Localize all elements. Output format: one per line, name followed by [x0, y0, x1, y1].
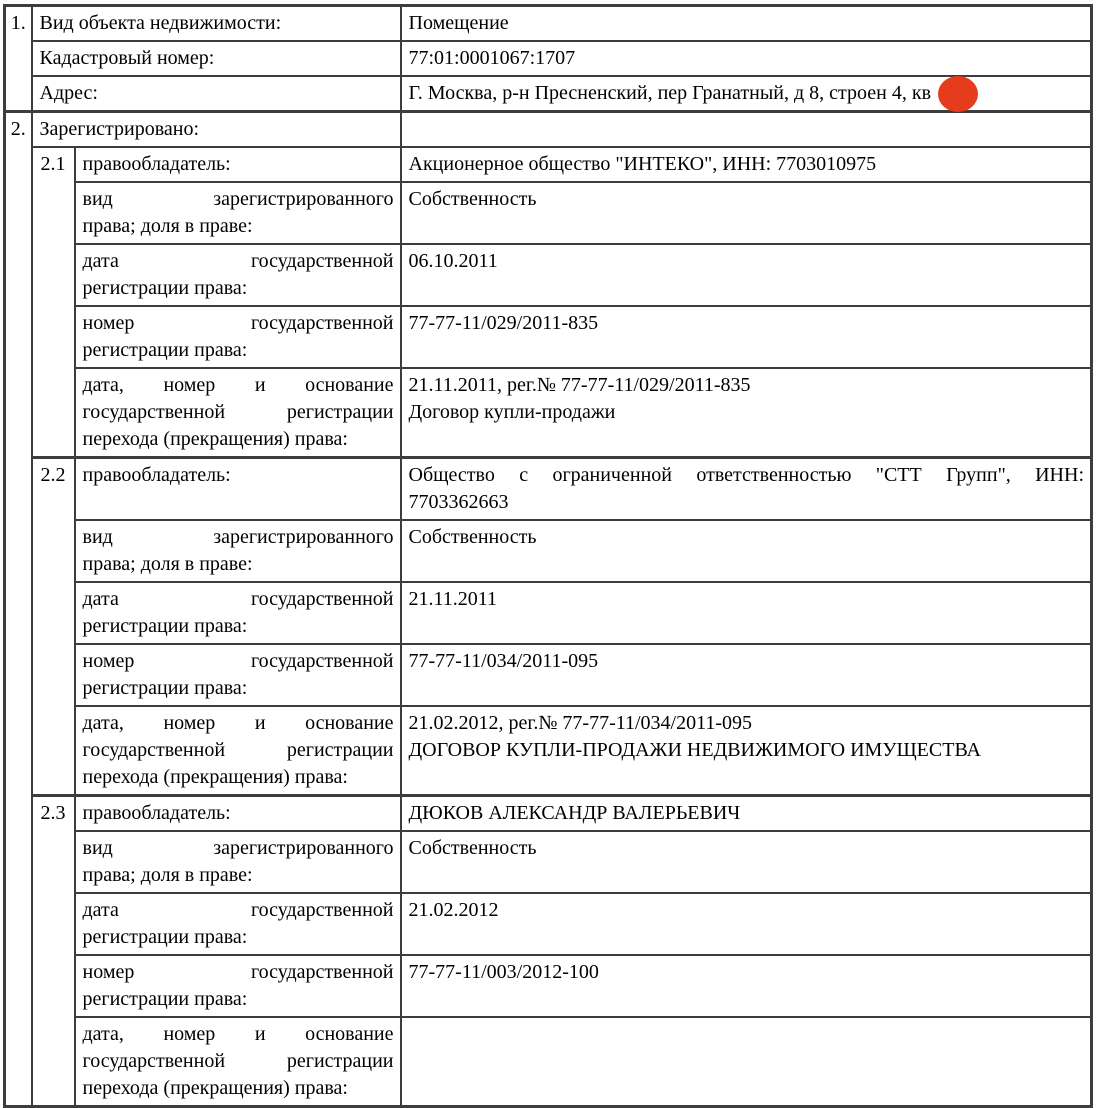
- transfer-label-line3: перехода (прекращения) права:: [82, 766, 348, 788]
- transfer-label-line3: перехода (прекращения) права:: [82, 1077, 348, 1099]
- transfer-label-line1: дата, номер и основание: [82, 374, 394, 396]
- g3-holder-label-cell: [75, 796, 401, 832]
- table-row: [5, 458, 1092, 521]
- reg-date-label-line2: регистрации права:: [82, 926, 248, 948]
- reg-date-label-line2: регистрации права:: [82, 277, 248, 299]
- table-row: [5, 182, 1092, 244]
- cadastral-label-cell: [32, 41, 401, 76]
- reg-number-label-line2: регистрации права:: [82, 988, 248, 1010]
- g1-right-type-label-cell: [75, 182, 401, 244]
- g2-reg-date-label-cell: [75, 582, 401, 644]
- g2-reg-number-value: 77-77-11/034/2011-095: [408, 650, 599, 672]
- reg-number-label-line1: номер государственной: [82, 961, 394, 983]
- g1-transfer-label-cell: [75, 368, 401, 458]
- right-type-label-line1: вид зарегистрированного: [82, 837, 394, 859]
- g3-transfer-value-line1: [409, 1021, 1085, 1048]
- g3-transfer-value-cell: [401, 1017, 1092, 1107]
- g1-right-type-value: Собственность: [408, 188, 537, 210]
- address-label-cell: [32, 76, 401, 112]
- g3-transfer-value-line2: [409, 1048, 1085, 1075]
- g1-reg-number-label-cell: [75, 306, 401, 368]
- holder-label: правообладатель:: [82, 464, 231, 486]
- address-value: Г. Москва, р-н Пресненский, пер Гранатный, д 8, строен 4, кв: [408, 82, 932, 104]
- object-kind-label-cell: [32, 6, 401, 42]
- table-row: [5, 306, 1092, 368]
- g3-reg-number-value-cell: [401, 955, 1092, 1017]
- registered-title-value-cell: [401, 112, 1092, 148]
- table-row: [5, 520, 1092, 582]
- right-type-label-line2: права; доля в праве:: [82, 215, 253, 237]
- g1-holder-label-cell: [75, 147, 401, 182]
- right-type-label-line1: вид зарегистрированного: [82, 526, 394, 548]
- table-row: [5, 582, 1092, 644]
- g3-transfer-label-cell: [75, 1017, 401, 1107]
- g1-reg-date-value-cell: [401, 244, 1092, 306]
- holder-label: правообладатель:: [82, 802, 231, 824]
- right-type-label-line2: права; доля в праве:: [82, 553, 253, 575]
- redaction-dot-icon: [938, 76, 978, 112]
- cadastral-value-cell: [401, 41, 1092, 76]
- transfer-label-line2: государственной регистрации: [82, 401, 394, 423]
- right-type-label-line1: вид зарегистрированного: [82, 188, 394, 210]
- g2-right-type-label-cell: [75, 520, 401, 582]
- g2-reg-date-value: 21.11.2011: [408, 588, 498, 610]
- g1-holder-value-cell: [401, 147, 1092, 182]
- group2-number: 2.2: [32, 458, 75, 796]
- address-label: Адрес:: [39, 82, 98, 104]
- g1-reg-number-value-cell: [401, 306, 1092, 368]
- section2-number: 2.: [5, 112, 32, 1107]
- g2-transfer-value-cell: [401, 706, 1092, 796]
- reg-number-label-line2: регистрации права:: [82, 677, 248, 699]
- cadastral-label: Кадастровый номер:: [39, 47, 215, 69]
- table-row: [5, 1017, 1092, 1107]
- object-kind-value: Помещение: [408, 12, 509, 34]
- g3-reg-date-value-cell: [401, 893, 1092, 955]
- g3-right-type-value-cell: [401, 831, 1092, 893]
- object-kind-value-cell: [401, 6, 1092, 42]
- g3-reg-number-label-cell: [75, 955, 401, 1017]
- g2-reg-date-value-cell: [401, 582, 1092, 644]
- table-row: [5, 112, 1092, 148]
- table-row: [5, 706, 1092, 796]
- g3-right-type-value: Собственность: [408, 837, 537, 859]
- g1-transfer-value-line1: 21.11.2011, рег.№ 77-77-11/029/2011-835: [408, 374, 751, 396]
- g3-reg-number-value: 77-77-11/003/2012-100: [408, 961, 599, 983]
- g1-holder-value: Акционерное общество "ИНТЕКО", ИНН: 7703010975: [408, 153, 877, 175]
- g2-transfer-value-line1: 21.02.2012, рег.№ 77-77-11/034/2011-095: [408, 712, 753, 734]
- table-row: [5, 644, 1092, 706]
- group1-number: 2.1: [32, 147, 75, 458]
- reg-number-label-line2: регистрации права:: [82, 339, 248, 361]
- table-row: [5, 41, 1092, 76]
- table-row: [5, 6, 1092, 42]
- g2-reg-number-label-cell: [75, 644, 401, 706]
- group3-number: 2.3: [32, 796, 75, 1107]
- table-row: [5, 796, 1092, 832]
- reg-date-label-line1: дата государственной: [82, 250, 394, 272]
- g3-holder-value-cell: [401, 796, 1092, 832]
- right-type-label-line2: права; доля в праве:: [82, 864, 253, 886]
- g1-reg-number-value: 77-77-11/029/2011-835: [408, 312, 599, 334]
- cadastral-value: 77:01:0001067:1707: [408, 47, 576, 69]
- g2-transfer-label-cell: [75, 706, 401, 796]
- g2-holder-value-cell: [401, 458, 1092, 521]
- g2-right-type-value: Собственность: [408, 526, 537, 548]
- table-row: [5, 955, 1092, 1017]
- transfer-label-line3: перехода (прекращения) права:: [82, 428, 348, 450]
- reg-number-label-line1: номер государственной: [82, 312, 394, 334]
- section1-number: 1.: [5, 6, 32, 112]
- holder-label: правообладатель:: [82, 153, 231, 175]
- registered-title-cell: [32, 112, 401, 148]
- address-value-cell: [401, 76, 1092, 112]
- transfer-label-line1: дата, номер и основание: [82, 712, 394, 734]
- g1-transfer-value-line2: Договор купли-продажи: [408, 401, 616, 423]
- transfer-label-line2: государственной регистрации: [82, 739, 394, 761]
- transfer-label-line1: дата, номер и основание: [82, 1023, 394, 1045]
- g1-transfer-value-cell: [401, 368, 1092, 458]
- g1-reg-date-value: 06.10.2011: [408, 250, 498, 272]
- g3-reg-date-label-cell: [75, 893, 401, 955]
- table-row: [5, 893, 1092, 955]
- egrn-extract-table: [3, 4, 1093, 1108]
- g2-holder-value-line2: 7703362663: [408, 491, 509, 513]
- g2-right-type-value-cell: [401, 520, 1092, 582]
- g1-reg-date-label-cell: [75, 244, 401, 306]
- g2-reg-number-value-cell: [401, 644, 1092, 706]
- g3-reg-date-value: 21.02.2012: [408, 899, 499, 921]
- transfer-label-line2: государственной регистрации: [82, 1050, 394, 1072]
- g2-holder-label-cell: [75, 458, 401, 521]
- registered-title: Зарегистрировано:: [39, 118, 200, 140]
- table-row: [5, 147, 1092, 182]
- table-row: [5, 76, 1092, 112]
- table-row: [5, 831, 1092, 893]
- table-row: [5, 244, 1092, 306]
- reg-date-label-line1: дата государственной: [82, 588, 394, 610]
- g2-holder-value-line1: Общество с ограниченной ответственностью "СТТ Групп", ИНН:: [408, 464, 1084, 486]
- reg-date-label-line1: дата государственной: [82, 899, 394, 921]
- reg-date-label-line2: регистрации права:: [82, 615, 248, 637]
- object-kind-label: Вид объекта недвижимости:: [39, 12, 282, 34]
- g2-transfer-value-line2: ДОГОВОР КУПЛИ-ПРОДАЖИ НЕДВИЖИМОГО ИМУЩЕСТВА: [408, 739, 981, 761]
- reg-number-label-line1: номер государственной: [82, 650, 394, 672]
- g3-holder-value: ДЮКОВ АЛЕКСАНДР ВАЛЕРЬЕВИЧ: [408, 802, 741, 824]
- g1-right-type-value-cell: [401, 182, 1092, 244]
- g3-right-type-label-cell: [75, 831, 401, 893]
- table-row: [5, 368, 1092, 458]
